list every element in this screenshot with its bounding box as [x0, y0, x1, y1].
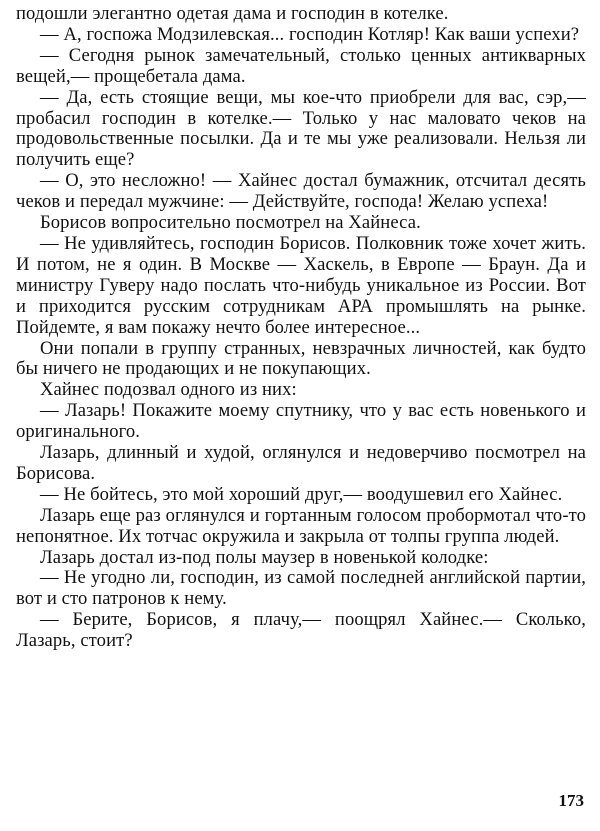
paragraph: — А, госпожа Модзилевская... господин Котляр! Как ваши успехи?	[40, 23, 580, 45]
paragraph: — Не удивляйтесь, господин Борисов. Полковник тоже хочет жить. И потом, не я один. В Москве — Хаскель, в Европе — Браун. Да и министру Гуверу надо послать что-нибудь уникальное из России. Вот и приходится русским сотрудникам АРА промышлять на рынке. Пойдемте, я вам покажу нечто более интересное...	[16, 232, 586, 338]
paragraph: — Лазарь! Покажите моему спутнику, что у вас есть новенького и оригинального.	[16, 400, 586, 443]
page-body-text	[16, 4, 586, 652]
paragraph: — Сегодня рынок замечательный, столько ценных антикварных вещей,— прощебетала дама.	[16, 44, 586, 87]
paragraph: — Не угодно ли, господин, из самой последней английской партии, вот и сто патронов к нему.	[16, 567, 586, 610]
paragraph: Они попали в группу странных, невзрачных личностей, как будто бы ничего не продающих и не покупающих.	[16, 337, 586, 380]
paragraph: — Не бойтесь, это мой хороший друг,— воодушевил его Хайнес.	[40, 483, 563, 505]
paragraph: Лазарь достал из-под полы маузер в новенькой колодке:	[40, 546, 489, 568]
paragraph: — Да, есть стоящие вещи, мы кое-что приобрели для вас, сэр,— пробасил господин в котелке.— Только у нас маловато чеков на продовольственные посылки. Да и те мы уже реализовали. Нельзя ли получить еще?	[16, 86, 586, 171]
paragraph: подошли элегантно одетая дама и господин в котелке.	[16, 3, 449, 24]
paragraph: — Берите, Борисов, я плачу,— поощрял Хайнес.— Сколько, Лазарь, стоит?	[16, 609, 586, 652]
paragraph: Лазарь, длинный и худой, оглянулся и недоверчиво посмотрел на Борисова.	[16, 442, 586, 484]
paragraph: Лазарь еще раз оглянулся и гортанным голосом пробормотал что-то непонятное. Их тотчас окружила и закрыла от толпы группа людей.	[16, 504, 586, 547]
paragraph: — О, это несложно! — Хайнес достал бумажник, отсчитал десять чеков и передал мужчине: — Действуйте, господа! Желаю успеха!	[16, 170, 586, 213]
paragraph: Борисов вопросительно посмотрел на Хайнеса.	[40, 212, 421, 234]
page-number: 173	[558, 791, 584, 810]
paragraph: Хайнес подозвал одного из них:	[40, 379, 297, 401]
